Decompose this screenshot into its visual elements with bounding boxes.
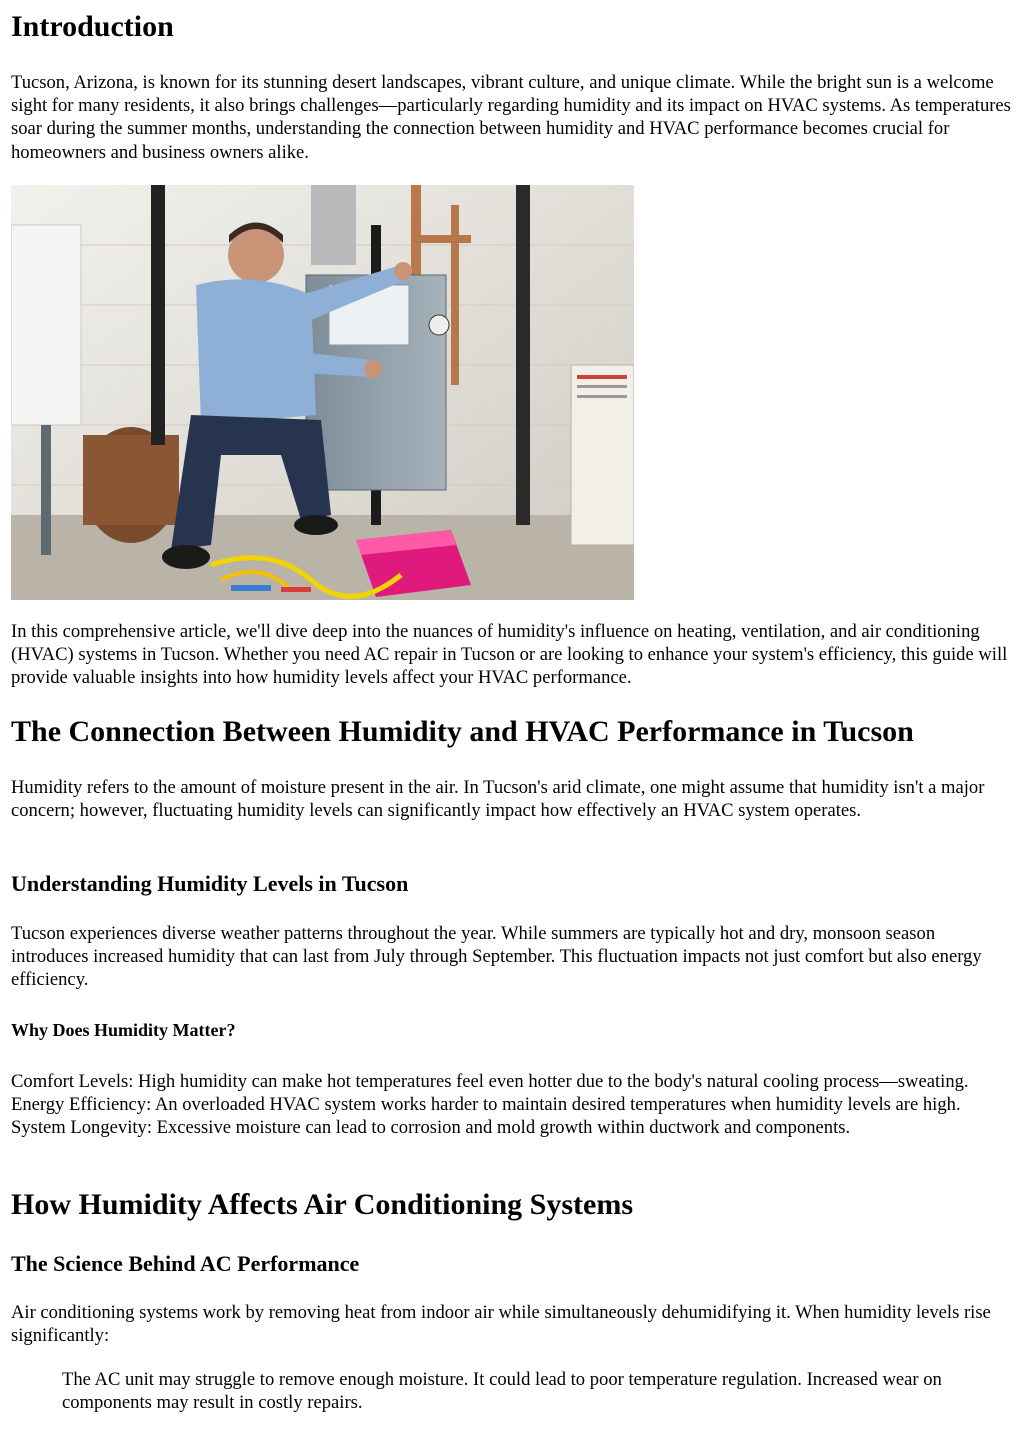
intro-heading: Introduction xyxy=(11,10,174,43)
understanding-heading: Understanding Humidity Levels in Tucson xyxy=(11,871,409,896)
understanding-paragraph: Tucson experiences diverse weather patterns throughout the year. While summers are typically hot and dry, monsoon season introduces increased humidity that can last from July through September. This fluctuation impacts not just comfort but also energy efficiency. xyxy=(11,923,982,991)
technician-servicing-furnace-icon xyxy=(11,185,634,600)
connection-paragraph: Humidity refers to the amount of moisture present in the air. In Tucson's arid climate, one might assume that humidity isn't a major concern; however, fluctuating humidity levels can significantly impact how effectively an HVAC system operates. xyxy=(11,777,985,822)
intro-paragraph: Tucson, Arizona, is known for its stunning desert landscapes, vibrant culture, and unique climate. While the bright sun is a welcome sight for many residents, it also brings challenges—particularly regarding humidity and its impact on HVAC systems. As temperatures soar during the summer months, understanding the connection between humidity and HVAC performance becomes crucial for homeowners and business owners alike. xyxy=(11,72,1011,163)
technician-photo xyxy=(11,185,634,600)
how-heading: How Humidity Affects Air Conditioning Systems xyxy=(11,1188,633,1221)
science-paragraph: Air conditioning systems work by removing heat from indoor air while simultaneously dehumidifying it. When humidity levels rise significantly: xyxy=(11,1302,991,1347)
science-blockquote: The AC unit may struggle to remove enough moisture. It could lead to poor temperature regulation. Increased wear on components may result in costly repairs. xyxy=(62,1369,942,1414)
science-heading: The Science Behind AC Performance xyxy=(11,1251,360,1276)
why-paragraph: Comfort Levels: High humidity can make hot temperatures feel even hotter due to the body's natural cooling process—sweating. Energy Efficiency: An overloaded HVAC system works harder to maintain desired temperatures when humidity levels are high. System Longevity: Excessive moisture can lead to corrosion and mold growth within ductwork and components. xyxy=(11,1071,969,1139)
why-heading: Why Does Humidity Matter? xyxy=(11,1020,236,1040)
connection-heading: The Connection Between Humidity and HVAC Performance in Tucson xyxy=(11,715,914,748)
comprehensive-paragraph: In this comprehensive article, we'll dive deep into the nuances of humidity's influence on heating, ventilation, and air conditioning (HVAC) systems in Tucson. Whether you need AC repair in Tucson or are looking to enhance your system's efficiency, this guide will provide valuable insights into how humidity levels affect your HVAC performance. xyxy=(11,621,1008,689)
